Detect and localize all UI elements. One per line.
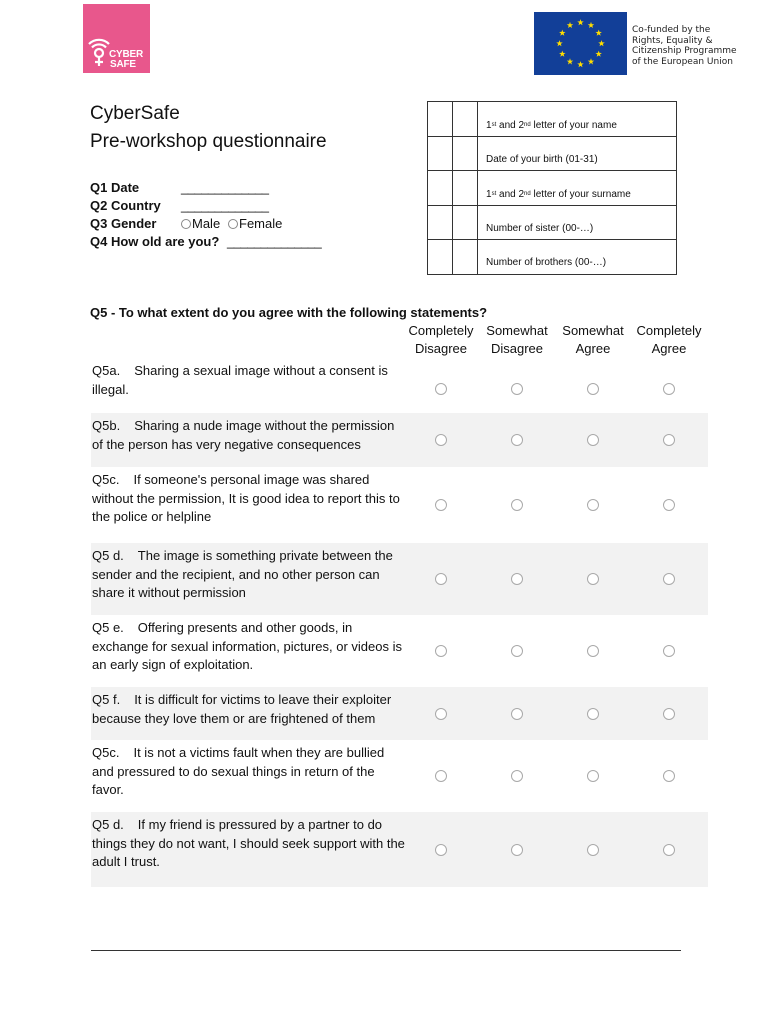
logo-line-1: CYBER xyxy=(109,49,144,60)
column-header-completely-disagree: Completely Disagree xyxy=(408,323,474,356)
code-box[interactable] xyxy=(428,240,453,275)
radio-somewhat-disagree[interactable] xyxy=(511,573,523,585)
statement-text xyxy=(92,417,407,454)
code-box[interactable] xyxy=(453,206,478,240)
q1-label: Q1 Date xyxy=(90,180,140,195)
code-box[interactable] xyxy=(453,102,478,136)
radio-completely-agree[interactable] xyxy=(663,708,675,720)
eu-star-icon xyxy=(567,22,573,28)
statement-body: If my friend is pressured by a partner to do things they do not want, I should seek support with the adult I trust. xyxy=(92,817,405,869)
page-subtitle: Pre-workshop questionnaire xyxy=(90,131,327,152)
statement-row xyxy=(91,358,708,413)
radio-somewhat-disagree[interactable] xyxy=(511,383,523,395)
statement-row xyxy=(91,812,708,887)
radio-somewhat-agree[interactable] xyxy=(587,645,599,657)
radio-somewhat-agree[interactable] xyxy=(587,844,599,856)
eu-star-icon xyxy=(556,40,562,46)
radio-completely-agree[interactable] xyxy=(663,770,675,782)
q4-label: Q4 How old are you? xyxy=(90,234,220,249)
statement-body: If someone's personal image was shared without the permission, It is good idea to report this to the police or helpline xyxy=(92,472,400,524)
q3-label: Q3 Gender xyxy=(90,216,157,231)
statement-row xyxy=(91,687,708,740)
code-box[interactable] xyxy=(453,137,478,171)
radio-completely-agree[interactable] xyxy=(663,499,675,511)
id-row-label: 1st and 2nd letter of your surname xyxy=(486,189,631,201)
statement-text xyxy=(92,744,407,800)
id-row-label: Number of sister (00-…) xyxy=(486,222,594,234)
eu-stars-icon xyxy=(534,12,627,75)
statement-body: It is not a victims fault when they are bullied and pressured to do sexual things in return of the favor. xyxy=(92,745,385,797)
radio-completely-disagree[interactable] xyxy=(435,434,447,446)
statement-label: Q5 f. xyxy=(92,692,121,707)
id-row-sisters xyxy=(428,206,676,241)
statement-label: Q5 e. xyxy=(92,620,124,635)
id-row-label: Number of brothers (00-…) xyxy=(486,257,607,269)
eu-line: of the European Union xyxy=(632,56,733,67)
radio-completely-disagree[interactable] xyxy=(435,383,447,395)
radio-completely-agree[interactable] xyxy=(663,434,675,446)
radio-somewhat-agree[interactable] xyxy=(587,383,599,395)
eu-star-icon xyxy=(588,22,594,28)
code-box[interactable] xyxy=(453,171,478,205)
wifi-person-icon xyxy=(87,34,111,68)
eu-star-icon xyxy=(577,61,583,67)
radio-somewhat-disagree[interactable] xyxy=(511,434,523,446)
radio-completely-disagree[interactable] xyxy=(435,844,447,856)
column-header-somewhat-disagree: Somewhat Disagree xyxy=(486,323,548,356)
code-box[interactable] xyxy=(428,206,453,240)
eu-flag xyxy=(534,12,627,75)
column-header-completely-agree: Completely Agree xyxy=(636,323,702,356)
statement-body: Sharing a sexual image without a consent is illegal. xyxy=(92,363,388,397)
radio-somewhat-agree[interactable] xyxy=(587,770,599,782)
id-row-surname-letters xyxy=(428,171,676,206)
participant-code-table xyxy=(427,101,677,275)
gender-option-female[interactable] xyxy=(228,216,282,231)
statement-text xyxy=(92,362,407,399)
statement-label: Q5 d. xyxy=(92,548,124,563)
q4-age-field[interactable]: ______________ xyxy=(227,234,322,249)
radio-somewhat-disagree[interactable] xyxy=(511,645,523,657)
statement-label: Q5 d. xyxy=(92,817,124,832)
eu-funding-text xyxy=(632,25,752,67)
statement-label: Q5b. xyxy=(92,418,121,433)
radio-somewhat-disagree[interactable] xyxy=(511,770,523,782)
radio-completely-agree[interactable] xyxy=(663,844,675,856)
column-header-somewhat-agree: Somewhat Agree xyxy=(562,323,624,356)
eu-star-icon xyxy=(588,58,594,64)
radio-completely-disagree[interactable] xyxy=(435,770,447,782)
radio-completely-agree[interactable] xyxy=(663,645,675,657)
statement-body: Offering presents and other goods, in exchange for sexual information, pictures, or videos is an early sign of exploitation. xyxy=(92,620,402,672)
code-box[interactable] xyxy=(428,171,453,205)
radio-somewhat-agree[interactable] xyxy=(587,573,599,585)
statement-text xyxy=(92,691,407,728)
eu-line: Co-funded by the xyxy=(632,25,711,35)
statement-row xyxy=(91,413,708,467)
radio-somewhat-disagree[interactable] xyxy=(511,499,523,511)
radio-completely-disagree[interactable] xyxy=(435,708,447,720)
statement-row xyxy=(91,615,708,687)
statement-row xyxy=(91,467,708,543)
statement-row xyxy=(91,740,708,812)
statement-row xyxy=(91,543,708,615)
radio-somewhat-disagree[interactable] xyxy=(511,844,523,856)
q1-date-field[interactable]: _____________ xyxy=(181,180,269,195)
statement-body: The image is something private between the sender and the recipient, and no other person can share it without permission xyxy=(92,548,393,600)
code-box[interactable] xyxy=(428,102,453,136)
radio-somewhat-agree[interactable] xyxy=(587,499,599,511)
code-box[interactable] xyxy=(428,137,453,171)
cybersafe-logo xyxy=(83,4,150,73)
q5-heading: Q5 - To what extent do you agree with the following statements? xyxy=(90,305,488,320)
statement-text xyxy=(92,471,407,527)
logo-line-2: SAFE xyxy=(110,59,136,70)
female-radio[interactable] xyxy=(228,219,238,229)
statement-text xyxy=(92,619,407,675)
id-row-label: Date of your birth (01-31) xyxy=(486,153,598,165)
statement-label: Q5c. xyxy=(92,472,120,487)
eu-star-icon xyxy=(598,40,604,46)
eu-line: Rights, Equality & xyxy=(632,35,713,46)
statement-label: Q5c. xyxy=(92,745,120,760)
id-row-birth-date xyxy=(428,137,676,172)
statement-body: Sharing a nude image without the permission of the person has very negative consequences xyxy=(92,418,395,452)
id-row-label: 1st and 2nd letter of your name xyxy=(486,120,617,131)
female-label: Female xyxy=(239,216,283,231)
radio-somewhat-agree[interactable] xyxy=(587,434,599,446)
page-title: CyberSafe xyxy=(90,103,180,124)
radio-completely-agree[interactable] xyxy=(663,383,675,395)
id-row-brothers xyxy=(428,240,676,275)
footer-divider xyxy=(91,950,681,951)
q2-country-field[interactable]: _____________ xyxy=(181,198,269,213)
eu-star-icon xyxy=(559,30,565,36)
radio-somewhat-disagree[interactable] xyxy=(511,708,523,720)
gender-option-male[interactable] xyxy=(181,216,220,231)
radio-completely-disagree[interactable] xyxy=(435,499,447,511)
eu-star-icon xyxy=(577,19,583,25)
male-label: Male xyxy=(192,216,221,231)
q2-label: Q2 Country xyxy=(90,198,161,213)
radio-somewhat-agree[interactable] xyxy=(587,708,599,720)
radio-completely-agree[interactable] xyxy=(663,573,675,585)
radio-completely-disagree[interactable] xyxy=(435,645,447,657)
statement-label: Q5a. xyxy=(92,363,121,378)
code-box[interactable] xyxy=(453,240,478,275)
eu-line: Citizenship Programme xyxy=(632,46,737,56)
male-radio[interactable] xyxy=(181,219,191,229)
eu-star-icon xyxy=(567,58,573,64)
eu-star-icon xyxy=(595,51,601,57)
radio-completely-disagree[interactable] xyxy=(435,573,447,585)
statement-body: It is difficult for victims to leave their exploiter because they love them or are frightened of them xyxy=(92,692,392,726)
statement-text xyxy=(92,547,407,603)
eu-star-icon xyxy=(559,51,565,57)
eu-star-icon xyxy=(595,30,601,36)
statement-text xyxy=(92,816,407,872)
id-row-name-letters xyxy=(428,102,676,137)
